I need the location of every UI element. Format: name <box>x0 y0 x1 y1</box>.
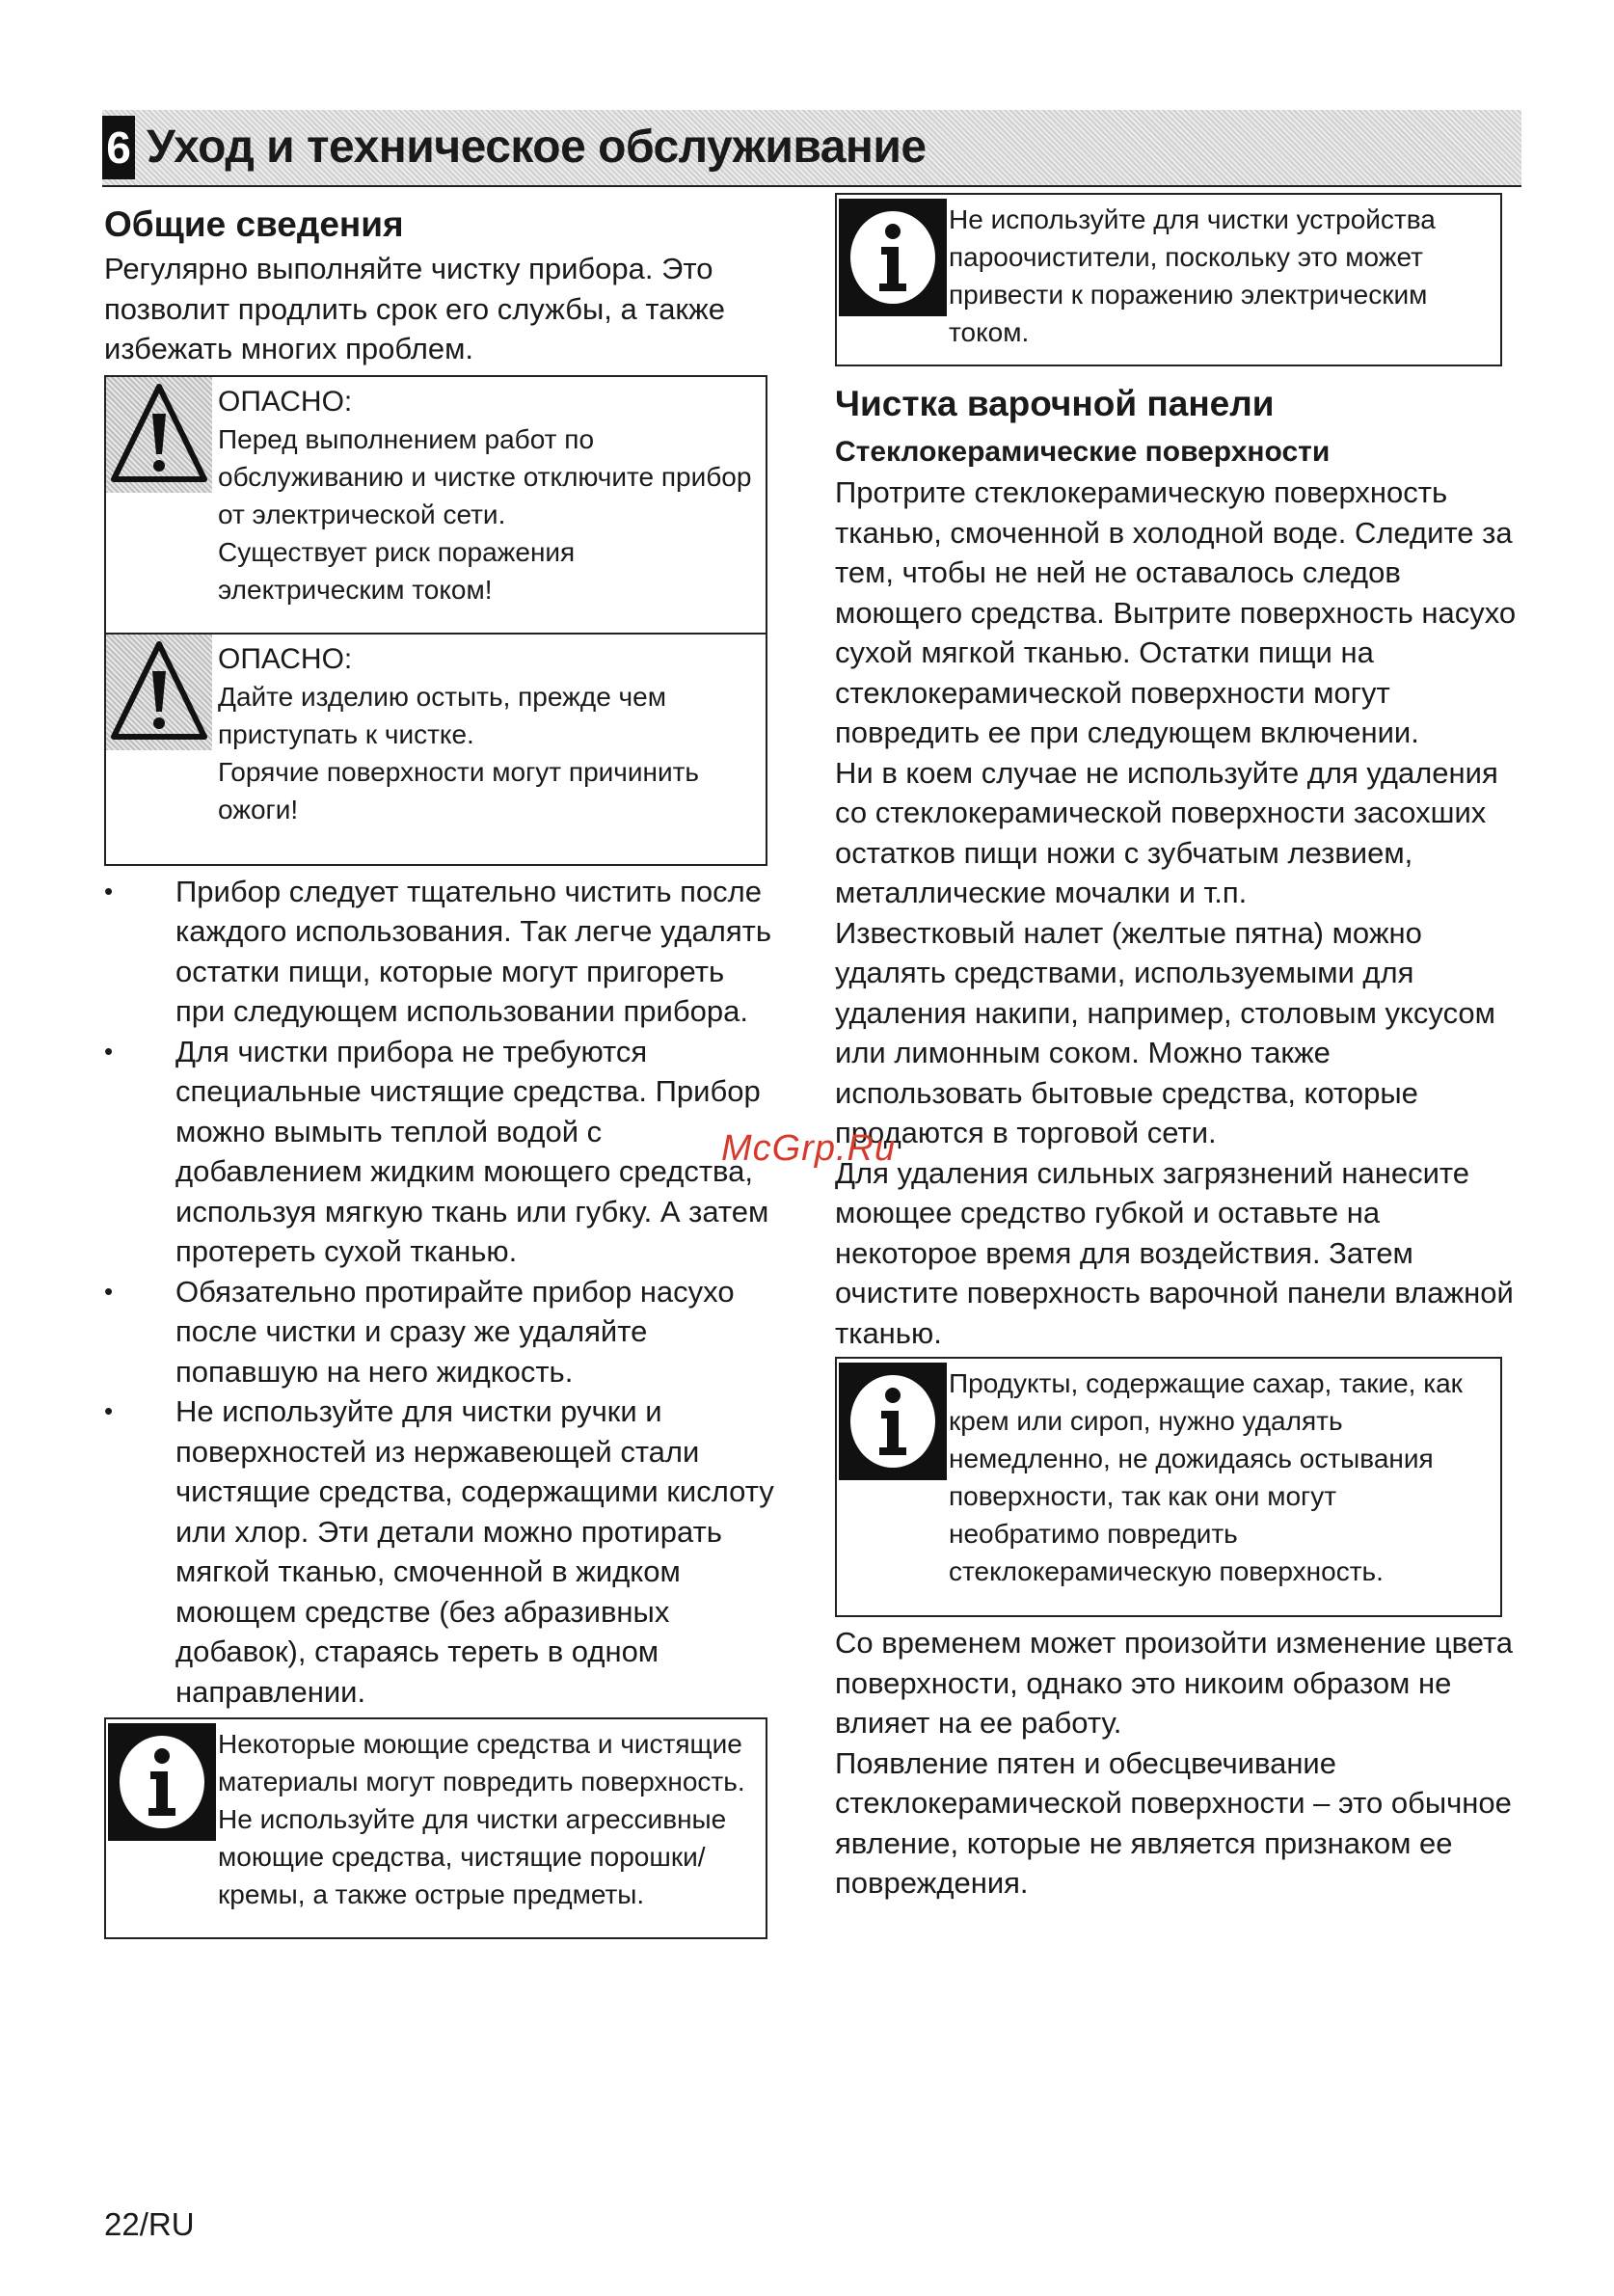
danger-warnings <box>104 375 767 866</box>
page-number: 22/RU <box>104 2206 195 2242</box>
paragraph: Со временем может произойти изменение цвета поверхности, однако это никоим образом не влияет на ее работу. <box>835 1626 1514 1740</box>
danger-box-2 <box>106 633 766 864</box>
info-icon <box>839 1363 947 1480</box>
danger-label: ОПАСНО: <box>218 642 353 675</box>
section-header <box>102 110 1521 187</box>
list-item: • Обязательно протирайте прибор насухо после чистки и сразу же удаляйте попавшую на него жидкость. <box>104 1272 779 1392</box>
hob-cleaning-heading: Чистка варочной панели <box>835 384 1275 423</box>
danger-text-line: Горячие поверхности могут причинить ожоги! <box>218 756 700 824</box>
paragraph: Протрите стеклокерамическую поверхность тканью, смоченной в холодной воде. Следите за тем, чтобы не ней не оставалось следов моющего средства. Вытрите поверхность насухо сухой мягкой тканью. Остатки пищи на стеклокерамической поверхности могут повредить ее при следующем включении. <box>835 475 1517 749</box>
info-icon <box>108 1723 216 1841</box>
info-text: Некоторые моющие средства и чистящие материалы могут повредить поверхность. Не используйте для чистки агрессивные моющие средства, чистящие порошки/кремы, а также острые предметы. <box>218 1729 745 1909</box>
paragraph: Для удаления сильных загрязнений нанесите моющее средство губкой и оставьте на некоторое время для воздействия. Затем очистите поверхность варочной панели влажной тканью. <box>835 1155 1514 1350</box>
left-column <box>104 201 779 1939</box>
info-box-sugar <box>835 1357 1502 1617</box>
warning-triangle-icon <box>106 635 212 750</box>
danger-label: ОПАСНО: <box>218 385 353 418</box>
list-item: • Прибор следует тщательно чистить после каждого использования. Так легче удалять остатки пищи, которые могут пригореть при следующем использовании прибора. <box>104 872 779 1032</box>
danger-text-line: Существует риск поражения электрическим током! <box>218 536 576 605</box>
bullet-icon: • <box>104 1036 114 1066</box>
cleaning-bullet-list <box>104 872 779 1713</box>
general-info-heading: Общие сведения <box>104 204 404 244</box>
list-item: • Для чистки прибора не требуются специальные чистящие средства. Прибор можно вымыть теплой водой с добавлением жидким моющего средства, используя мягкую ткань или губку. А затем протереть сухой тканью. <box>104 1032 779 1272</box>
info-text: Продукты, содержащие сахар, такие, как крем или сироп, нужно удалять немедленно, не дожидаясь остывания поверхности, так как они могут необратимо повредить стеклокерамическую поверхность. <box>949 1368 1463 1586</box>
info-icon <box>839 199 947 316</box>
warning-triangle-icon <box>106 377 212 493</box>
bullet-icon: • <box>104 1276 114 1306</box>
danger-box-1 <box>106 377 766 633</box>
section-title: Уход и техническое обслуживание <box>147 122 927 173</box>
section-number: 6 <box>102 116 135 179</box>
danger-text-line: Перед выполнением работ по обслуживанию и чистке отключите прибор от электрической сети. <box>218 423 752 529</box>
bullet-icon: • <box>104 1396 114 1425</box>
info-box-cleaning-agents <box>104 1717 767 1939</box>
list-item: • Не используйте для чистки ручки и поверхностей из нержавеющей стали чистящие средства, содержащими кислоту или хлор. Эти детали можно протирать мягкой тканью, смоченной в жидком моющем средстве (без абразивных добавок), стараясь тереть в одном направлении. <box>104 1391 779 1712</box>
general-info-intro: Регулярно выполняйте чистку прибора. Это позволит продлить срок его службы, а также избежать многих проблем. <box>104 252 725 365</box>
glass-ceramic-subheading: Стеклокерамические поверхности <box>835 436 1331 468</box>
paragraph: Появление пятен и обесцвечивание стеклокерамической поверхности – это обычное явление, которые не является признаком ее повреждения. <box>835 1745 1512 1900</box>
info-text: Не используйте для чистки устройства пароочистители, поскольку это может привести к поражению электрическим током. <box>949 204 1436 347</box>
paragraph: Ни в коем случае не используйте для удаления со стеклокерамической поверхности засохших остатков пищи ножи с зубчатым лезвием, металлические мочалки и т.п. <box>835 755 1498 909</box>
bullet-icon: • <box>104 876 114 905</box>
paragraph: Известковый налет (желтые пятна) можно удалять средствами, используемыми для удаления накипи, например, столовым уксусом или лимонным соком. Можно также использовать бытовые средства, которые продаются в торговой сети. <box>835 915 1495 1149</box>
right-column <box>835 193 1521 1904</box>
watermark: McGrp.Ru <box>721 1128 897 1169</box>
info-box-steam-cleaner <box>835 193 1502 366</box>
danger-text-line: Дайте изделию остыть, прежде чем приступать к чистке. <box>218 681 666 749</box>
